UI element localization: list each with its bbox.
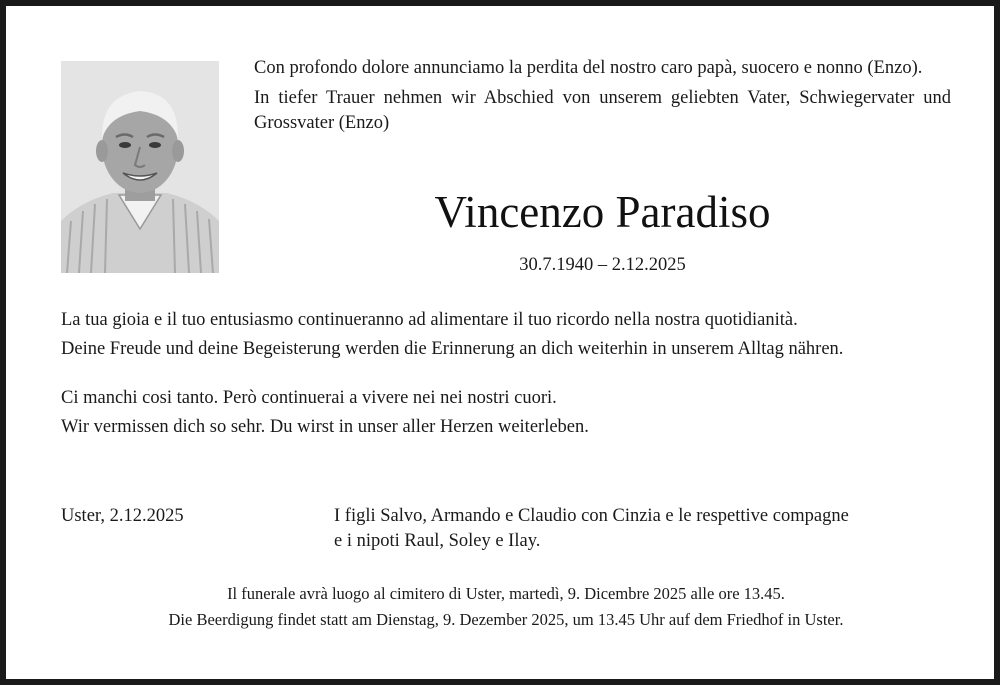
funeral-notice	[61, 581, 951, 633]
portrait-photo	[61, 61, 219, 273]
family-line-2: e i nipoti Raul, Soley e Ilay.	[334, 531, 541, 551]
family-signature	[334, 504, 951, 554]
intro-german: In tiefer Trauer nehmen wir Abschied von unserem geliebten Vater, Schwiegervater und Grossvater (Enzo)	[254, 88, 951, 133]
funeral-italian: Il funerale avrà luogo al cimitero di Uster, martedì, 9. Dicembre 2025 alle ore 13.45.	[227, 584, 785, 603]
memorial-german-1: Deine Freude und deine Begeisterung werden die Erinnerung an dich weiterhin in unserem Alltag nähren.	[61, 339, 844, 359]
memorial-german-2: Wir vermissen dich so sehr. Du wirst in unser aller Herzen weiterleben.	[61, 417, 589, 437]
memorial-italian-2: Ci manchi cosi tanto. Però continuerai a vivere nei nei nostri cuori.	[61, 388, 557, 408]
funeral-german: Die Beerdigung findet statt am Dienstag, 9. Dezember 2025, um 13.45 Uhr auf dem Friedhof in Uster.	[168, 610, 844, 629]
memorial-text	[61, 308, 951, 444]
deceased-name: Vincenzo Paradiso	[434, 187, 771, 237]
memorial-italian-1: La tua gioia e il tuo entusiasmo continueranno ad alimentare il tuo ricordo nella nostra quotidianità.	[61, 310, 798, 330]
life-dates: 30.7.1940 – 2.12.2025	[519, 255, 686, 275]
intro-italian: Con profondo dolore annunciamo la perdita del nostro caro papà, suocero e nonno (Enzo).	[254, 58, 923, 78]
family-line-1: I figli Salvo, Armando e Claudio con Cinzia e le respettive compagne	[334, 506, 849, 526]
paragraph-gap	[61, 366, 951, 386]
intro-text	[254, 56, 951, 141]
portrait-illustration	[61, 61, 219, 273]
place-date: Uster, 2.12.2025	[61, 506, 184, 526]
